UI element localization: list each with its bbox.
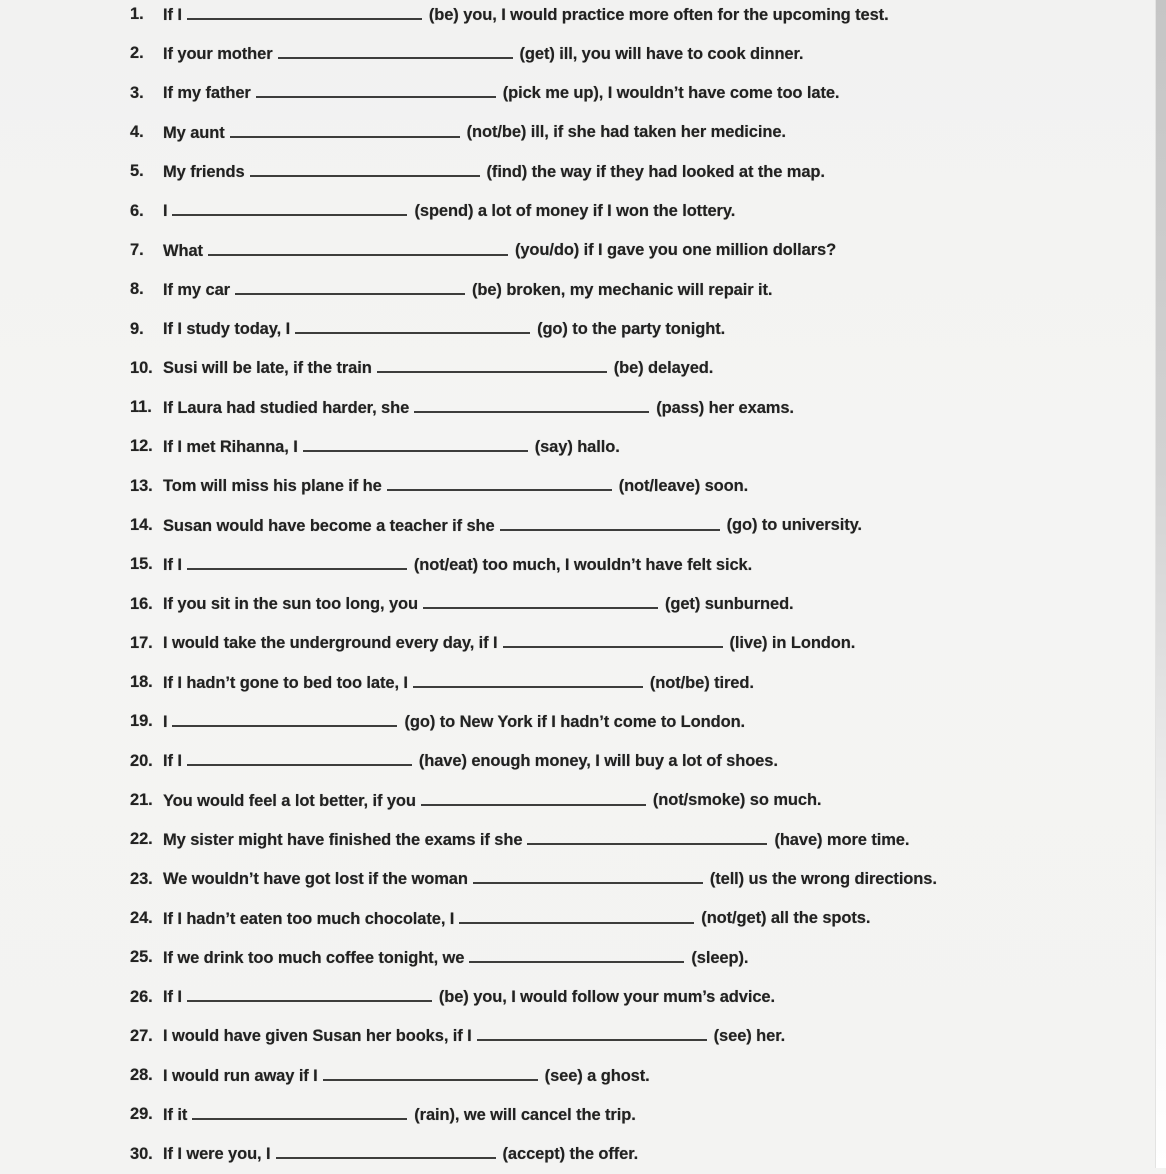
exercise-row [130,270,1150,309]
item-number: 24. [130,908,153,927]
sentence-before: If I study today, I [163,320,291,339]
sentence-before: If my father [163,84,251,103]
item-number: 28. [130,1066,153,1085]
sentence-after: (be) delayed. [613,359,714,378]
answer-blank [276,1144,496,1159]
sentence-text [163,515,862,535]
item-number: 6. [130,201,144,220]
answer-blank [469,948,684,963]
sentence-before: I [163,713,168,732]
sentence-text [163,987,775,1007]
sentence-text [163,633,855,653]
item-number: 16. [130,594,153,613]
exercise-row [130,860,1150,899]
exercise-row [130,742,1150,781]
sentence-before: My aunt [163,123,225,142]
sentence-before: My sister might have finished the exams if she [163,830,523,849]
answer-blank [295,319,530,334]
sentence-after: (live) in London. [729,634,856,653]
sentence-text [163,673,754,693]
answer-blank [473,869,703,884]
item-number: 1. [130,5,144,24]
sentence-text [163,594,794,614]
item-number: 14. [130,516,153,534]
sentence-before: We wouldn’t have got lost if the woman [163,870,468,889]
answer-blank [256,83,496,98]
exercise-row [130,74,1150,113]
sentence-text [163,790,821,810]
item-number: 13. [130,476,153,495]
sentence-before: Tom will miss his plane if he [163,477,382,496]
sentence-text [163,280,772,300]
answer-blank [278,44,513,59]
sentence-after: (go) to the party tonight. [537,320,726,339]
sentence-text [163,948,748,968]
sentence-before: Susi will be late, if the train [163,359,372,378]
sentence-text [163,712,745,732]
sentence-after: (see) her. [713,1027,786,1046]
exercise-row [130,506,1150,545]
sentence-after: (find) the way if they had looked at the map. [486,162,825,181]
exercise-row [130,938,1150,977]
answer-blank [187,5,422,20]
answer-blank [187,751,412,766]
answer-blank [303,437,528,452]
answer-blank [503,633,723,648]
item-number: 23. [130,869,153,888]
answer-blank [377,358,607,373]
sentence-before: I [163,202,168,221]
item-number: 19. [130,712,153,731]
answer-blank [172,201,407,216]
sentence-before: If Laura had studied harder, she [163,398,410,417]
answer-blank [477,1026,707,1041]
sentence-after: (have) enough money, I will buy a lot of shoes. [418,752,778,771]
sentence-after: (pick me up), I wouldn’t have come too late. [502,84,840,103]
answer-blank [423,594,658,609]
answer-blank [250,162,480,177]
sentence-before: If you sit in the sun too long, you [163,595,418,614]
item-number: 29. [130,1105,153,1124]
exercise-row [130,702,1150,741]
sentence-after: (not/eat) too much, I wouldn’t have felt sick. [413,555,753,574]
answer-blank [413,673,643,688]
exercise-row [130,388,1150,427]
item-number: 15. [130,555,153,574]
exercise-row [130,663,1150,702]
sentence-text [163,162,825,182]
exercise-row [130,34,1150,73]
answer-blank [187,987,432,1002]
sentence-after: (not/get) all the spots. [701,909,871,928]
sentence-after: (go) to New York if I hadn’t come to London. [404,713,746,732]
answer-blank [230,122,460,137]
sentence-after: (go) to university. [726,516,862,535]
sentence-text [163,83,839,103]
item-number: 9. [130,319,144,338]
answer-blank [527,830,767,845]
sentence-after: (be) you, I would practice more often for the upcoming test. [428,5,889,24]
sentence-text [163,398,794,418]
page-edge-shadow [1155,0,1166,1168]
sentence-before: If my car [163,280,230,299]
answer-blank [187,555,407,570]
answer-blank [500,515,720,530]
sentence-text [163,437,620,457]
item-number: 25. [130,948,153,967]
exercise-row [130,231,1150,270]
answer-blank [459,908,694,923]
item-number: 4. [130,123,144,142]
sentence-before: Susan would have become a teacher if she [163,516,495,535]
exercise-row [130,820,1150,859]
answer-blank [235,280,465,295]
item-number: 12. [130,437,153,456]
sentence-before: If I hadn’t eaten too much chocolate, I [163,909,455,928]
exercise-row [130,1017,1150,1056]
sentence-after: (be) you, I would follow your mum’s advice. [438,988,775,1007]
sentence-before: My friends [163,162,245,181]
exercise-row [130,624,1150,663]
sentence-before: I would run away if I [163,1066,318,1085]
sentence-text [163,1105,636,1125]
sentence-after: (pass) her exams. [656,398,794,417]
exercise-row [130,977,1150,1016]
sentence-text [163,908,870,928]
answer-blank [421,790,646,805]
item-number: 20. [130,751,153,770]
exercise-row [130,113,1150,152]
sentence-after: (have) more time. [774,830,910,849]
sentence-before: If I [163,988,182,1007]
sentence-after: (not/be) tired. [649,673,754,692]
sentence-text [163,122,786,142]
exercise-row [130,899,1150,938]
sentence-before: If it [163,1106,188,1125]
sentence-before: If I were you, I [163,1145,271,1164]
sentence-text [163,240,836,260]
sentence-after: (say) hallo. [534,438,620,456]
exercise-row [130,467,1150,506]
sentence-text [163,1026,785,1046]
item-number: 18. [130,673,153,692]
item-number: 26. [130,987,153,1006]
sentence-text [163,5,889,25]
sentence-text [163,44,803,64]
sentence-text [163,319,725,339]
sentence-before: If I hadn’t gone to bed too late, I [163,673,408,692]
exercise-row [130,309,1150,348]
sentence-after: (get) sunburned. [664,595,794,614]
exercise-row [130,1095,1150,1134]
item-number: 17. [130,633,153,652]
exercise-row [130,349,1150,388]
sentence-before: I would take the underground every day, if I [163,634,498,653]
answer-blank [172,712,397,727]
sentence-text [163,555,752,575]
sentence-before: I would have given Susan her books, if I [163,1027,472,1046]
sentence-text [163,830,909,850]
answer-blank [323,1066,538,1081]
exercise-row [130,427,1150,466]
sentence-before: If I [163,5,182,24]
sentence-after: (see) a ghost. [544,1066,650,1085]
sentence-after: (not/leave) soon. [618,477,749,496]
sentence-after: (be) broken, my mechanic will repair it. [471,280,773,299]
sentence-after: (not/be) ill, if she had taken her medicine. [466,123,786,142]
sentence-after: (accept) the offer. [502,1145,639,1164]
answer-blank [387,476,612,491]
exercise-row [130,152,1150,191]
item-number: 5. [130,162,144,181]
sentence-text [163,1144,638,1164]
item-number: 27. [130,1026,153,1045]
sentence-after: (you/do) if I gave you one million dollars? [514,241,837,260]
exercise-row [130,0,1150,34]
sentence-after: (get) ill, you will have to cook dinner. [519,45,804,64]
sentence-before: If I met Rihanna, I [163,438,298,456]
sentence-before: If I [163,752,182,771]
exercise-row [130,1056,1150,1095]
sentence-before: You would feel a lot better, if you [163,791,416,810]
sentence-before: If we drink too much coffee tonight, we [163,948,465,967]
sentence-text [163,869,937,889]
answer-blank [208,240,508,255]
item-number: 21. [130,791,153,810]
sentence-before: If your mother [163,45,273,64]
sentence-text [163,1066,650,1086]
sentence-after: (spend) a lot of money if I won the lottery. [414,202,736,221]
sentence-text [163,358,713,378]
item-number: 30. [130,1144,153,1163]
sentence-text [163,751,778,771]
answer-blank [414,398,649,413]
item-number: 11. [130,398,152,417]
sentence-text [163,201,735,221]
exercise-row [130,584,1150,623]
exercise-row [130,191,1150,230]
sentence-after: (tell) us the wrong directions. [709,870,937,889]
sentence-text [163,476,748,496]
sentence-after: (rain), we will cancel the trip. [414,1106,636,1125]
answer-blank [192,1105,407,1120]
exercise-row [130,781,1150,820]
exercise-row [130,545,1150,584]
item-number: 8. [130,280,144,299]
exercise-row [130,1135,1150,1174]
item-number: 3. [130,83,144,102]
item-number: 10. [130,358,153,377]
item-number: 22. [130,830,153,849]
sentence-after: (sleep). [691,948,749,967]
sentence-after: (not/smoke) so much. [652,791,822,810]
sentence-before: What [163,241,203,260]
item-number: 2. [130,44,144,63]
item-number: 7. [130,240,144,259]
sentence-before: If I [163,555,182,574]
